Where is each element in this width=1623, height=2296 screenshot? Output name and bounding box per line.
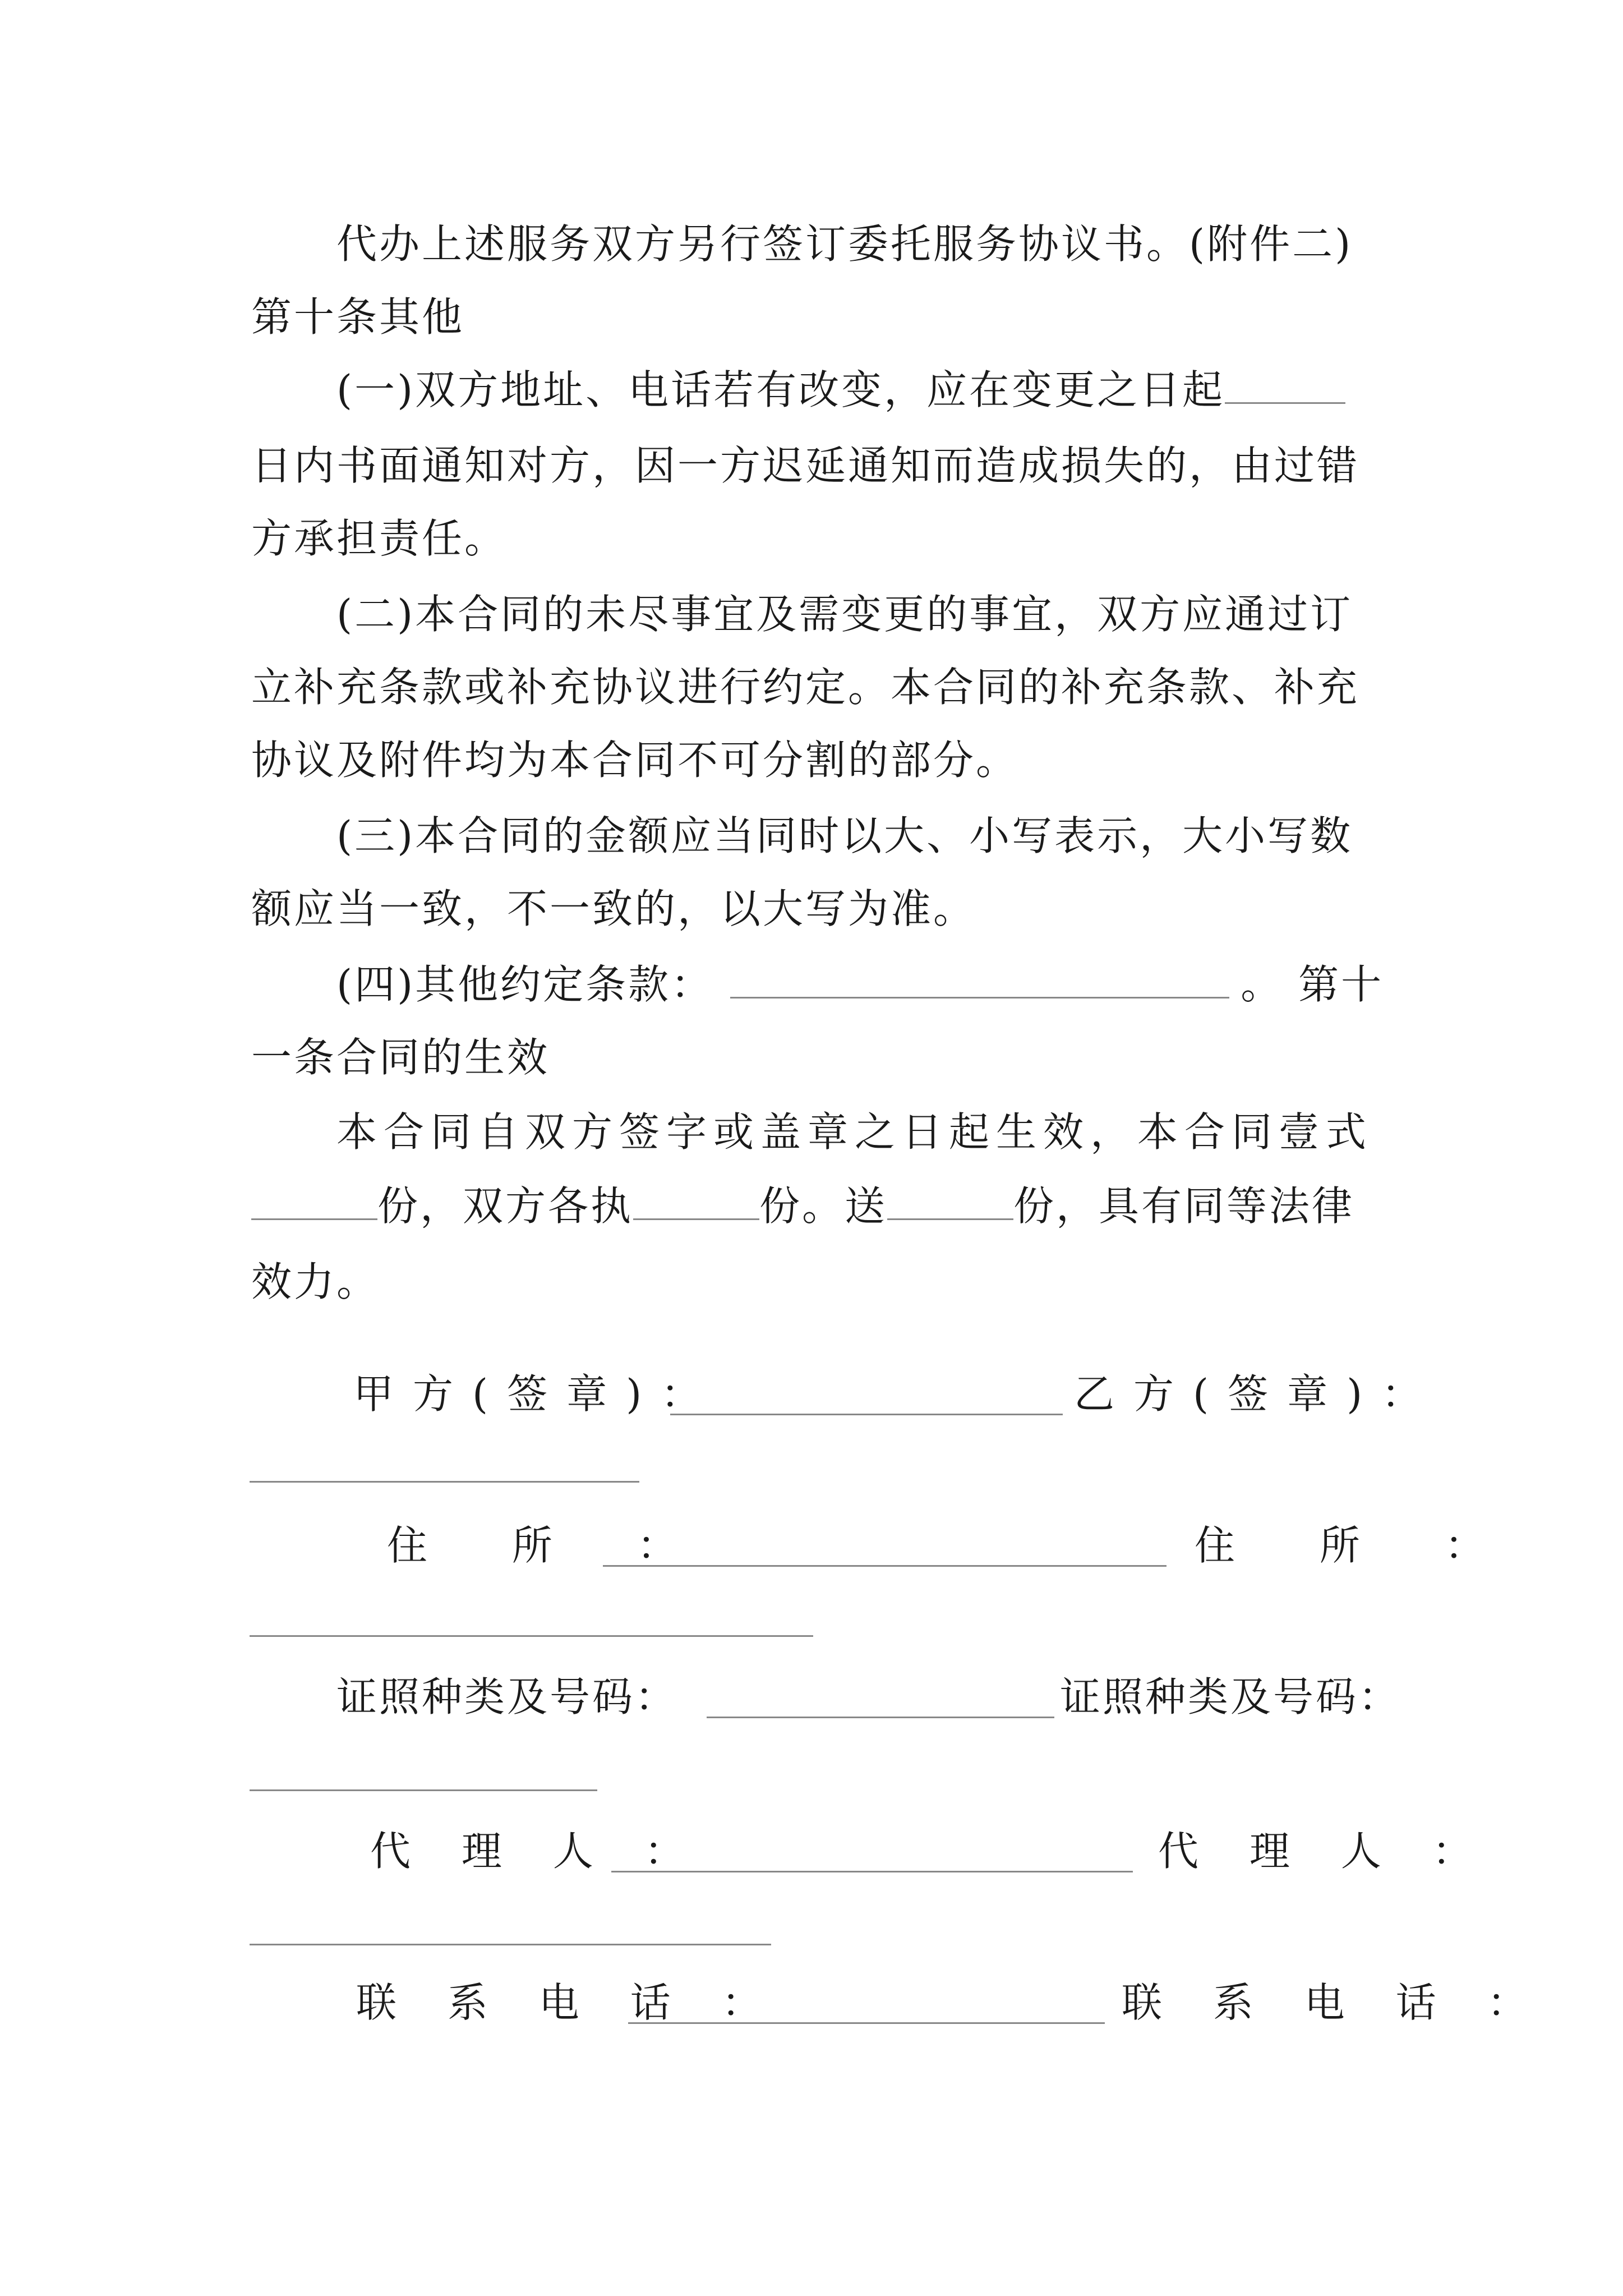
phone-b-label: 联 系 电 话 ： [1122,1979,1547,2026]
party-a-label: 甲方(签章)： [353,1370,721,1418]
agent-b-label: 代 理 人 ： [1158,1828,1492,1875]
phone-a-line[interactable] [628,2022,1105,2024]
paragraph-line: 代办上述服务双方另行签订委托服务协议书。(附件二) [336,220,1353,268]
agent-a-line[interactable] [611,1871,1133,1872]
paragraph-line: 本合同自双方签字或盖章之日起生效，本合同壹式 [336,1108,1373,1156]
paragraph-line: 立补充条款或补充协议进行约定。本合同的补充条款、补充 [251,664,1360,711]
paragraph-line [336,956,1469,1013]
id-b-label: 证照种类及号码： [1060,1673,1401,1720]
paragraph-line [251,1178,1384,1234]
paragraph-line: 日内书面通知对方，因一方迟延通知而造成损失的，由过错 [251,442,1360,489]
address-b-line[interactable] [250,1635,813,1637]
clause-text: 。 第十 [1241,961,1384,1008]
paragraph-line: 方承担责任。 [251,515,508,562]
address-a-label: 住 所 ： [387,1522,713,1569]
phone-a-label: 联 系 电 话 ： [356,1979,781,2026]
clause-text: (一)双方地址、电话若有改变，应在变更之日起 [336,366,1225,413]
id-a-line[interactable] [707,1717,1054,1718]
section-heading: 一条合同的生效 [251,1034,550,1081]
address-b-label: 住 所 ： [1195,1522,1521,1569]
agent-b-line[interactable] [250,1944,771,1945]
fill-blank[interactable] [251,1185,377,1220]
clause-text: 份，双方各执 [377,1182,634,1230]
clause-text: 份。送 [759,1182,888,1230]
paragraph-line: 效力。 [251,1258,380,1305]
party-b-label: 乙方(签章)： [1074,1370,1441,1418]
id-b-line[interactable] [250,1789,597,1791]
fill-blank[interactable] [1225,369,1345,404]
fill-blank[interactable] [633,1185,759,1220]
fill-blank[interactable] [730,963,1229,999]
paragraph-line: 额应当一致，不一致的，以大写为准。 [251,885,976,932]
address-a-line[interactable] [603,1565,1166,1567]
fill-blank[interactable] [887,1185,1013,1220]
paragraph-line: (三)本合同的金额应当同时以大、小写表示，大小写数 [336,812,1353,859]
paragraph-line [336,362,1469,418]
section-heading: 第十条其他 [251,293,465,341]
clause-text: (四)其他约定条款： [336,961,714,1008]
party-b-signature-line[interactable] [250,1481,639,1483]
paragraph-line: (二)本合同的未尽事宜及需变更的事宜，双方应通过订 [336,591,1353,638]
agent-a-label: 代 理 人 ： [370,1828,704,1875]
id-a-label: 证照种类及号码： [336,1673,678,1720]
paragraph-line: 协议及附件均为本合同不可分割的部分。 [251,737,1019,784]
party-a-signature-line[interactable] [670,1414,1063,1415]
clause-text: 份，具有同等法律 [1013,1182,1355,1230]
